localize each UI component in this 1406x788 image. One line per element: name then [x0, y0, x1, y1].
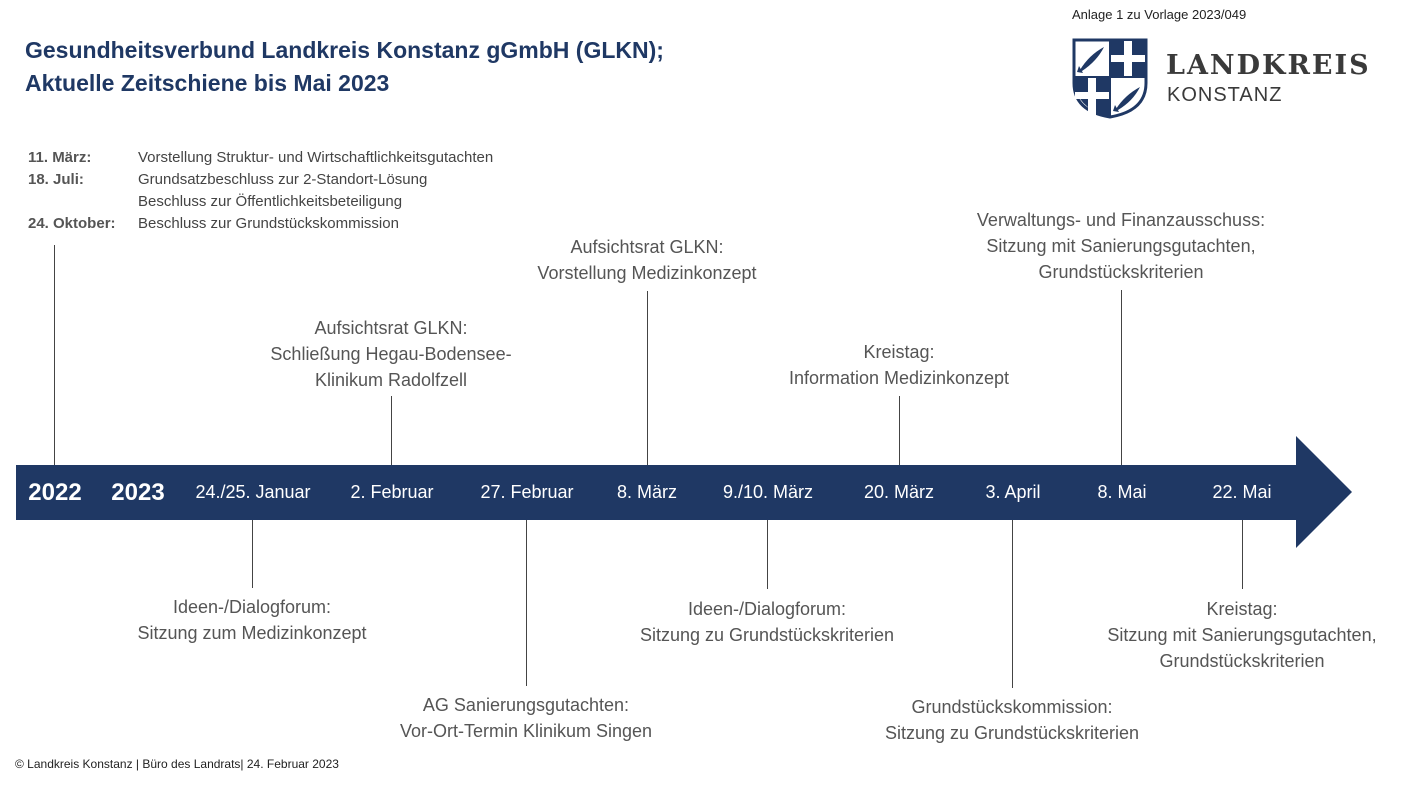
event-line: Information Medizinkonzept [788, 368, 1010, 388]
title-line-2: Aktuelle Zeitschiene bis Mai 2023 [25, 70, 390, 96]
timeline-date: 22. Mai [1212, 482, 1272, 502]
history-text: Vorstellung Struktur- und Wirtschaftlichkeitsgutachten [138, 149, 494, 166]
timeline-date: 27. Februar [480, 482, 574, 502]
event-label-above [537, 234, 756, 286]
event-line: Ideen-/Dialogforum: [687, 599, 847, 619]
event-line: Ideen-/Dialogforum: [172, 597, 332, 617]
connector-line [526, 520, 527, 686]
footer-copyright: © Landkreis Konstanz | Büro des Landrats| 24. Februar 2023 [15, 757, 339, 771]
event-label-below [400, 692, 652, 744]
connector-line [252, 520, 253, 588]
event-label-below [885, 694, 1139, 746]
history-text: Grundsatzbeschluss zur 2-Standort-Lösung [138, 171, 428, 188]
history-date: 11. März: [28, 149, 92, 166]
event-line: Sitzung mit Sanierungsgutachten, [986, 236, 1256, 256]
connector-line [1012, 520, 1013, 688]
event-line: Kreistag: [1206, 599, 1278, 619]
timeline-date: 24./25. Januar [195, 482, 311, 502]
coat-of-arms-icon [1071, 37, 1149, 119]
timeline-date: 2. Februar [350, 482, 434, 502]
event-line: Sitzung zum Medizinkonzept [137, 623, 367, 643]
event-line: Grundstückskommission: [911, 697, 1113, 717]
title-line-1: Gesundheitsverbund Landkreis Konstanz gGmbH (GLKN); [25, 37, 664, 63]
event-label-below [640, 596, 894, 648]
year-label: 2023 [111, 479, 165, 506]
event-line: AG Sanierungsgutachten: [422, 695, 630, 715]
timeline-date: 8. März [616, 482, 678, 502]
event-line: Grundstückskriterien [1159, 651, 1325, 671]
event-line: Schließung Hegau-Bodensee- [270, 344, 512, 364]
timeline-date: 3. April [985, 482, 1041, 502]
timeline-date: 9./10. März [722, 482, 814, 502]
year-label: 2022 [28, 479, 82, 506]
event-label-below [1107, 596, 1376, 674]
timeline-arrowhead [1296, 436, 1352, 548]
timeline-date: 8. Mai [1097, 482, 1147, 502]
event-line: Aufsichtsrat GLKN: [570, 237, 724, 257]
event-label-above [977, 207, 1265, 285]
connector-line [899, 396, 900, 465]
logo-text-konstanz: KONSTANZ [1167, 84, 1283, 106]
event-label-above [789, 339, 1009, 391]
connector-line [647, 291, 648, 465]
logo-text-landkreis: LANDKREIS [1166, 50, 1371, 81]
timeline-date: 20. März [863, 482, 935, 502]
event-line: Klinikum Radolfzell [314, 370, 468, 390]
event-line: Vor-Ort-Termin Klinikum Singen [399, 721, 653, 741]
event-line: Grundstückskriterien [1038, 262, 1204, 282]
event-line: Sitzung zu Grundstückskriterien [884, 723, 1140, 743]
history-date: 18. Juli: [28, 171, 84, 188]
event-line: Verwaltungs- und Finanzausschuss: [976, 210, 1266, 230]
connector-line [1242, 520, 1243, 589]
page-title [25, 34, 664, 100]
event-line: Kreistag: [863, 342, 935, 362]
event-label-above [270, 315, 511, 393]
history-text: Beschluss zur Grundstückskommission [138, 215, 399, 232]
connector-line [767, 520, 768, 589]
connector-line [391, 396, 392, 465]
history-text: Beschluss zur Öffentlichkeitsbeteiligung [138, 193, 403, 210]
event-line: Sitzung mit Sanierungsgutachten, [1107, 625, 1377, 645]
connector-line [1121, 290, 1122, 465]
event-label-below [137, 594, 366, 646]
event-line: Vorstellung Medizinkonzept [537, 263, 757, 283]
history-date: 24. Oktober: [28, 215, 116, 232]
event-line: Aufsichtsrat GLKN: [314, 318, 468, 338]
connector-line [54, 245, 55, 465]
attachment-label: Anlage 1 zu Vorlage 2023/049 [1072, 7, 1247, 22]
event-line: Sitzung zu Grundstückskriterien [639, 625, 895, 645]
